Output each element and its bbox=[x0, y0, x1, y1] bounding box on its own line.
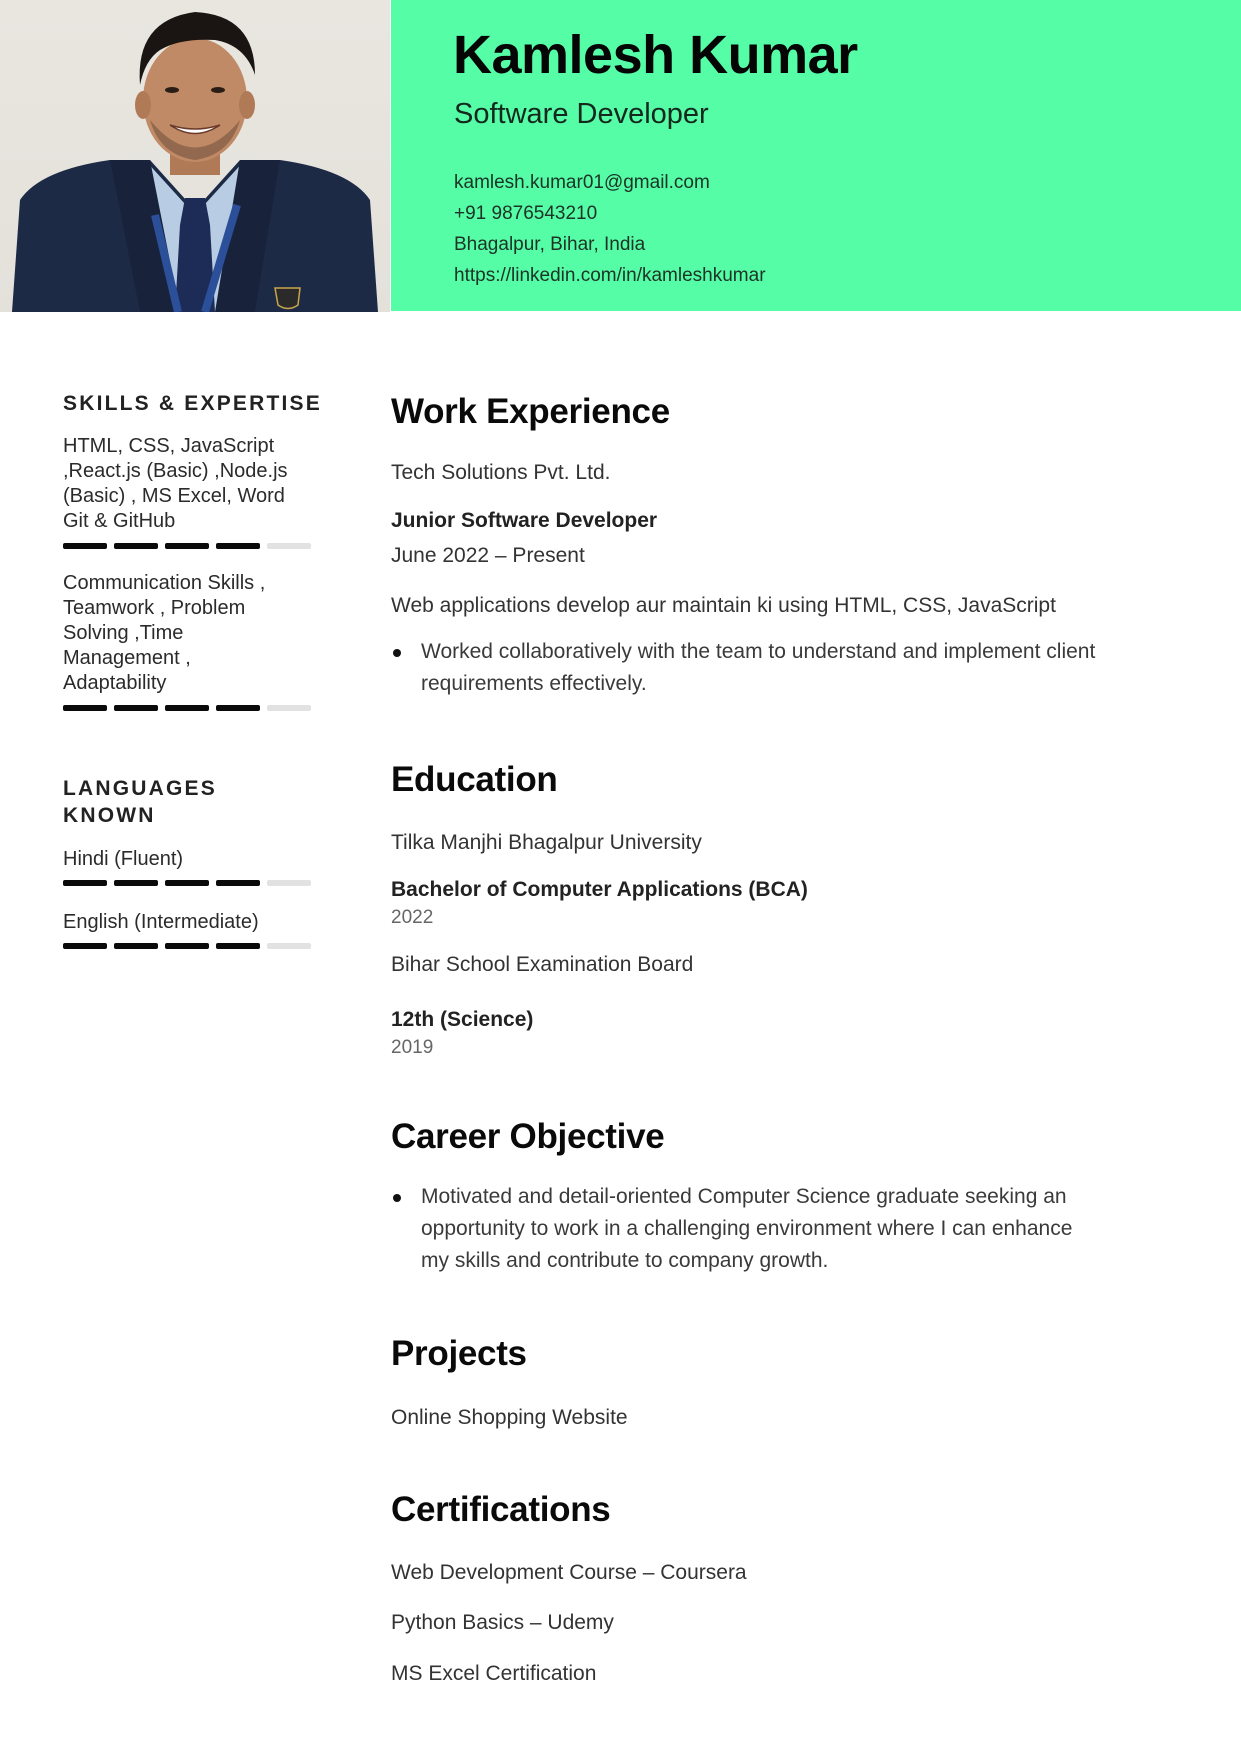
level-segment-filled bbox=[63, 943, 107, 949]
level-segment-filled bbox=[216, 705, 260, 711]
language-label: Hindi (Fluent) bbox=[63, 848, 184, 870]
level-segment-filled bbox=[216, 543, 260, 549]
level-segment-filled bbox=[216, 943, 260, 949]
level-segment-empty bbox=[267, 880, 311, 886]
education-degree: Bachelor of Computer Applications (BCA) bbox=[391, 878, 808, 901]
level-segment-filled bbox=[63, 543, 107, 549]
work-company: Tech Solutions Pvt. Ltd. bbox=[391, 461, 611, 484]
person-portrait-icon bbox=[0, 0, 390, 312]
work-bullet bbox=[391, 636, 1095, 700]
level-segment-filled bbox=[114, 943, 158, 949]
education-year: 2022 bbox=[391, 907, 434, 928]
education-heading: Education bbox=[391, 760, 558, 799]
work-dates: June 2022 – Present bbox=[391, 544, 585, 567]
skill-line: HTML, CSS, JavaScript bbox=[63, 435, 275, 457]
level-segment-filled bbox=[63, 705, 107, 711]
bullet-icon bbox=[393, 1194, 401, 1202]
level-segment-filled bbox=[165, 705, 209, 711]
education-institution: Tilka Manjhi Bhagalpur University bbox=[391, 831, 702, 854]
contact-email[interactable]: kamlesh.kumar01@gmail.com bbox=[454, 172, 710, 193]
skill-line: ,React.js (Basic) ,Node.js bbox=[63, 460, 288, 482]
objective-bullet bbox=[391, 1181, 1072, 1277]
contact-phone[interactable]: +91 9876543210 bbox=[454, 203, 598, 224]
level-segment-empty bbox=[267, 705, 311, 711]
certification-item: Python Basics – Udemy bbox=[391, 1611, 614, 1634]
level-segment-filled bbox=[165, 943, 209, 949]
skill-line: (Basic) , MS Excel, Word bbox=[63, 485, 285, 507]
certifications-heading: Certifications bbox=[391, 1490, 611, 1529]
level-segment-empty bbox=[267, 943, 311, 949]
level-segment-filled bbox=[165, 543, 209, 549]
skills-heading: SKILLS & EXPERTISE bbox=[63, 392, 322, 415]
level-segment-filled bbox=[216, 880, 260, 886]
languages-heading-line: LANGUAGES bbox=[63, 777, 217, 800]
education-degree: 12th (Science) bbox=[391, 1008, 534, 1031]
candidate-name: Kamlesh Kumar bbox=[453, 25, 858, 85]
sidebar bbox=[63, 390, 323, 949]
level-segment-filled bbox=[165, 880, 209, 886]
contact-location: Bhagalpur, Bihar, India bbox=[454, 234, 646, 255]
contact-list bbox=[454, 167, 766, 291]
bullet-line: requirements effectively. bbox=[421, 672, 647, 695]
profile-photo bbox=[0, 0, 390, 312]
skill-level-meter bbox=[63, 705, 323, 711]
level-segment-filled bbox=[114, 880, 158, 886]
bullet-line: Worked collaboratively with the team to understand and implement client bbox=[421, 640, 1096, 663]
skill-level-meter bbox=[63, 543, 323, 549]
bullet-icon bbox=[393, 649, 401, 657]
education-year: 2019 bbox=[391, 1037, 434, 1058]
language-level-meter bbox=[63, 943, 323, 949]
project-item: Online Shopping Website bbox=[391, 1406, 628, 1429]
skill-line: Solving ,Time bbox=[63, 622, 184, 644]
level-segment-filled bbox=[63, 880, 107, 886]
skill-line: Adaptability bbox=[63, 672, 167, 694]
projects-heading: Projects bbox=[391, 1334, 527, 1373]
education-institution: Bihar School Examination Board bbox=[391, 953, 694, 976]
certification-item: MS Excel Certification bbox=[391, 1662, 597, 1685]
skill-group-technical bbox=[63, 434, 323, 549]
header-banner bbox=[391, 0, 1241, 311]
work-experience-heading: Work Experience bbox=[391, 392, 670, 431]
language-level-meter bbox=[63, 880, 323, 886]
level-segment-filled bbox=[114, 705, 158, 711]
language-label: English (Intermediate) bbox=[63, 911, 259, 933]
bullet-line: my skills and contribute to company growth. bbox=[421, 1249, 829, 1272]
bullet-line: opportunity to work in a challenging environment where I can enhance bbox=[421, 1217, 1073, 1240]
skill-line: Teamwork , Problem bbox=[63, 597, 246, 619]
level-segment-filled bbox=[114, 543, 158, 549]
level-segment-empty bbox=[267, 543, 311, 549]
work-summary: Web applications develop aur maintain ki using HTML, CSS, JavaScript bbox=[391, 594, 1056, 617]
job-title: Software Developer bbox=[454, 98, 709, 130]
languages-section bbox=[63, 775, 323, 949]
skill-line: Management , bbox=[63, 647, 191, 669]
language-item bbox=[63, 910, 323, 949]
language-item bbox=[63, 847, 323, 886]
languages-heading-line: KNOWN bbox=[63, 804, 156, 827]
work-job-title: Junior Software Developer bbox=[391, 509, 658, 532]
certification-item: Web Development Course – Coursera bbox=[391, 1561, 747, 1584]
skill-group-soft bbox=[63, 571, 323, 711]
contact-linkedin-link[interactable]: https://linkedin.com/in/kamleshkumar bbox=[454, 265, 766, 286]
skill-line: Git & GitHub bbox=[63, 510, 176, 532]
bullet-line: Motivated and detail-oriented Computer Science graduate seeking an bbox=[421, 1185, 1067, 1208]
skill-line: Communication Skills , bbox=[63, 572, 266, 594]
career-objective-heading: Career Objective bbox=[391, 1117, 665, 1156]
